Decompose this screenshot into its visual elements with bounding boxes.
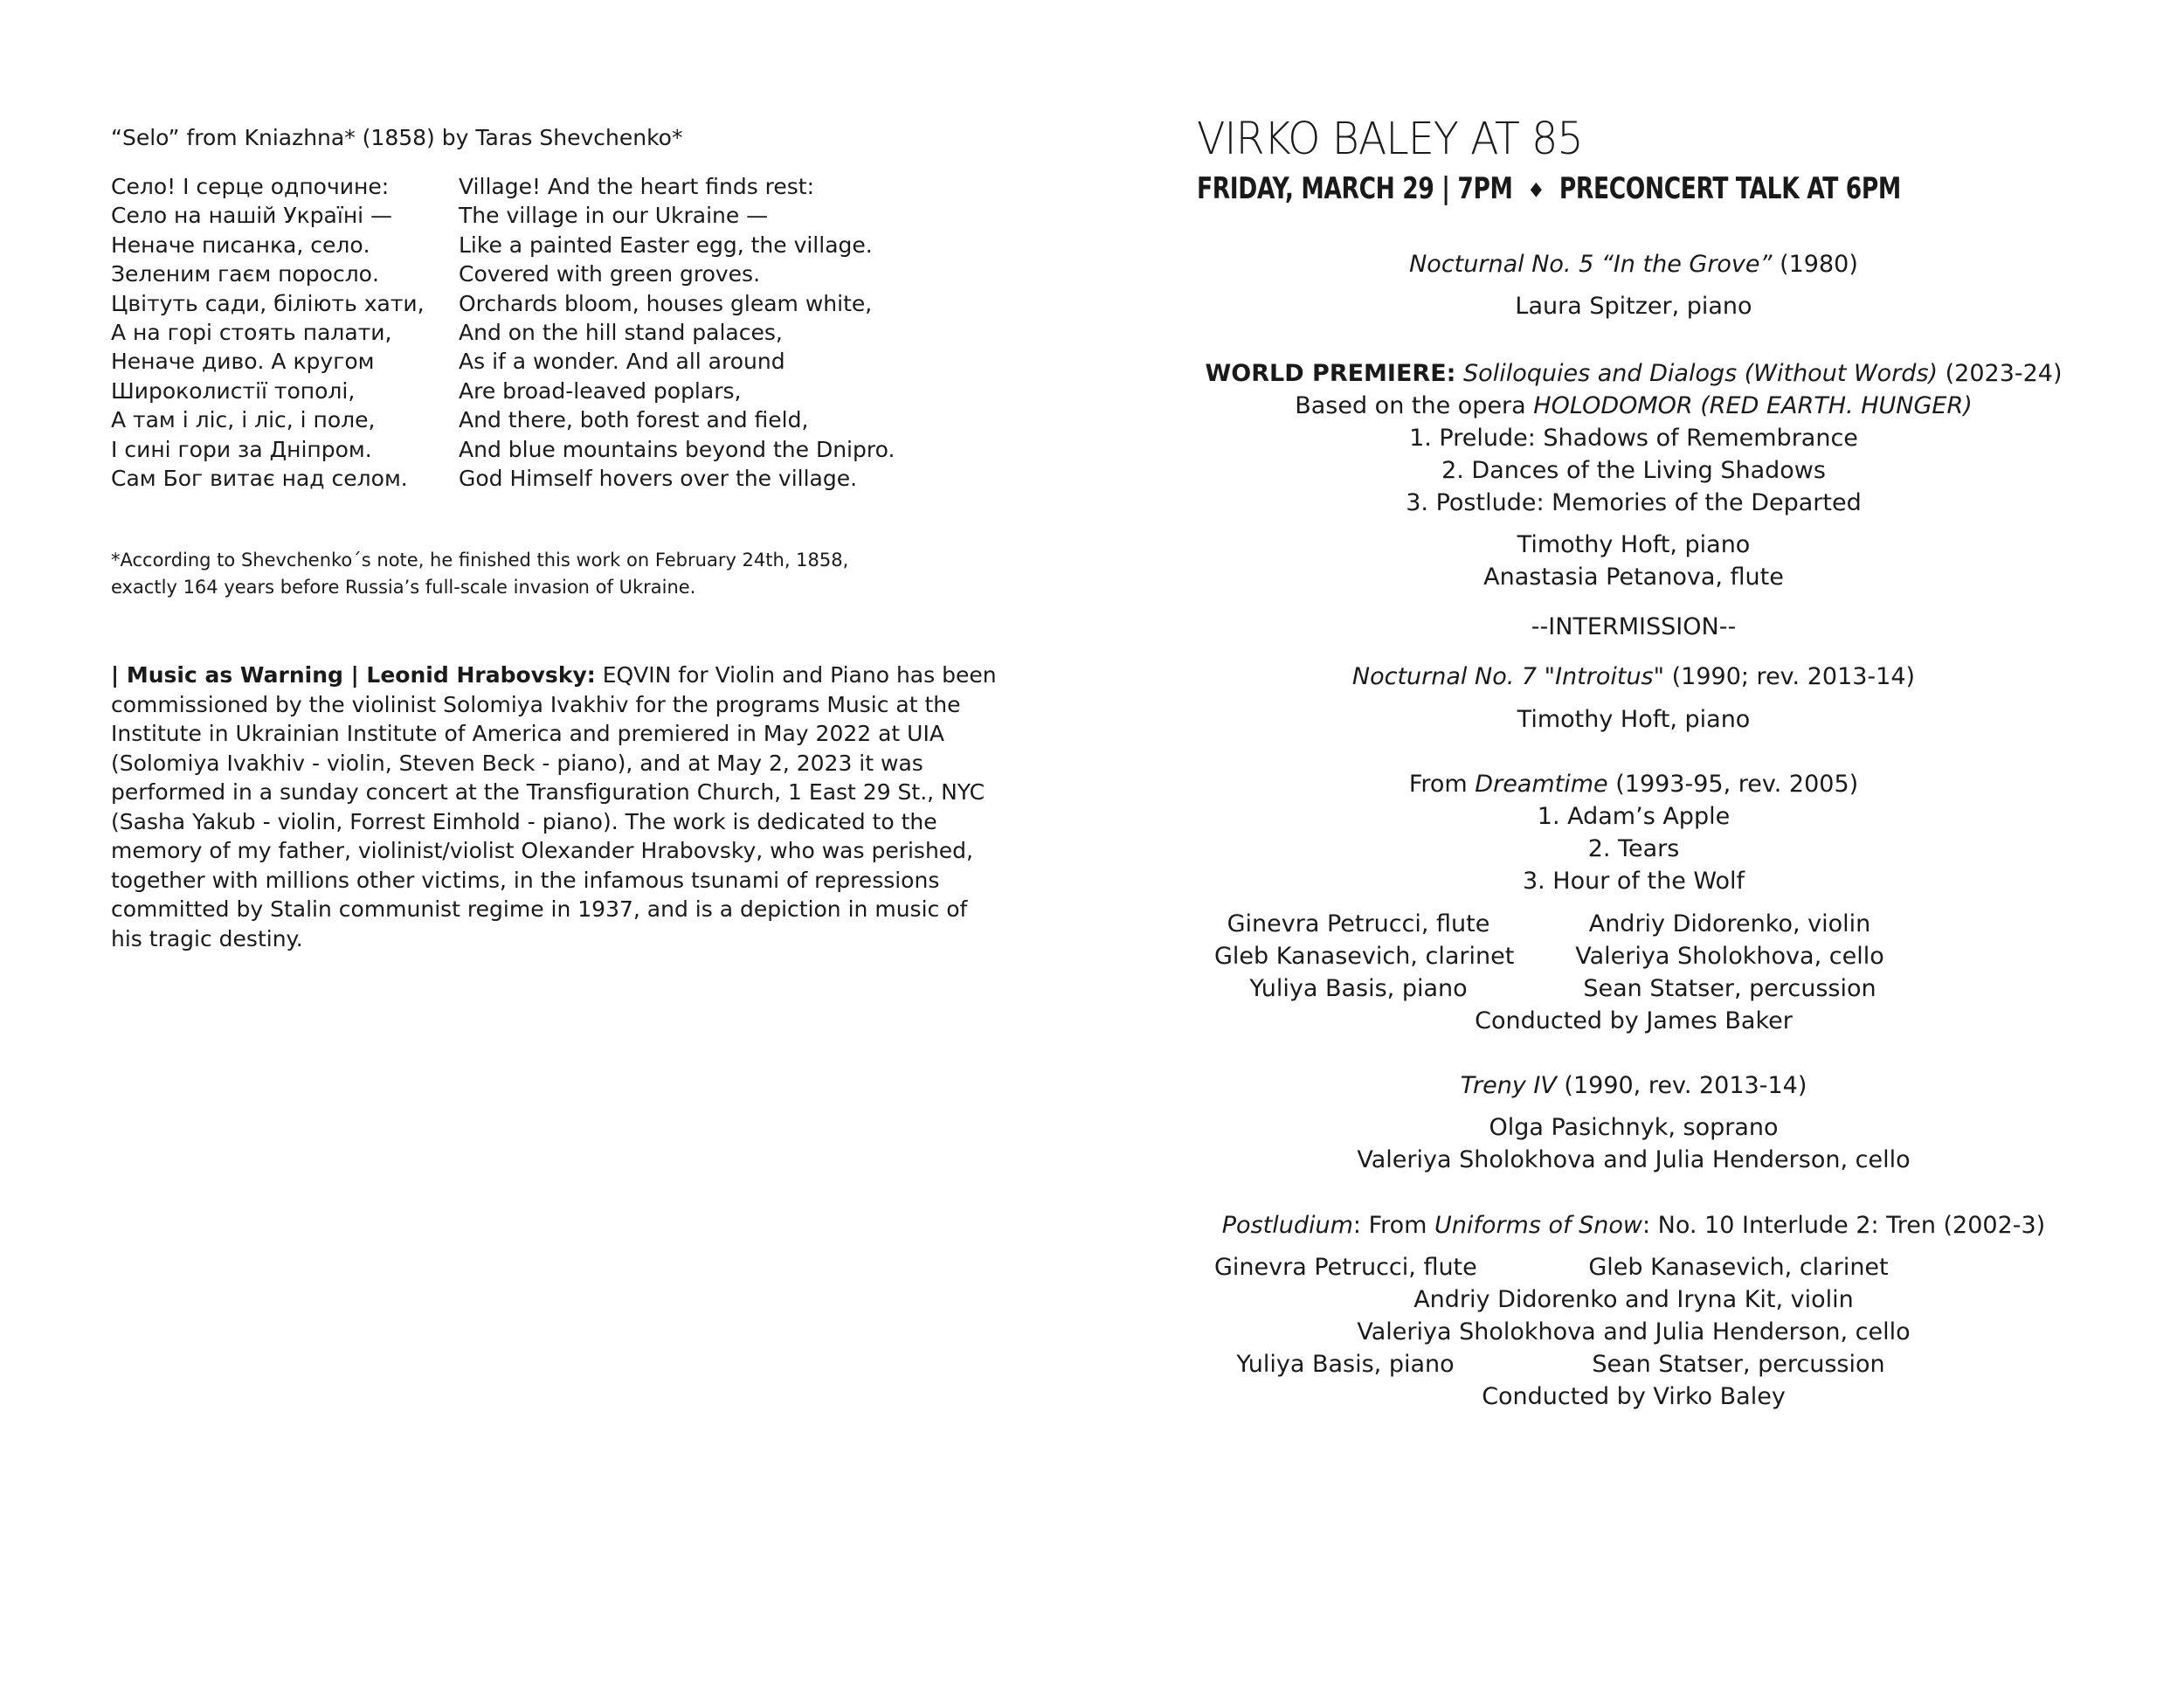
work-title bbox=[1197, 661, 2070, 693]
poem-line-english: God Himself hovers over the village. bbox=[459, 465, 858, 491]
poem-line-english: Are broad-leaved poplars, bbox=[459, 377, 742, 404]
poem-line-ukrainian: А там і ліс, і ліс, і поле, bbox=[111, 407, 376, 433]
concert-title: VIRKO BALEY AT 85 bbox=[1197, 114, 1583, 165]
essay-line: together with millions other victims, in the infamous tsunami of repressions bbox=[111, 867, 940, 893]
work-year: (1980) bbox=[1772, 251, 1858, 278]
performer: Andriy Didorenko and Iryna Kit, violin bbox=[1413, 1286, 1854, 1313]
poem-line-english: Covered with green groves. bbox=[459, 261, 761, 287]
performer: Sean Statser, percussion bbox=[1592, 1351, 1885, 1378]
poem-line bbox=[111, 201, 1019, 230]
essay-line: commissioned by the violinist Solomiya Ivakhiv for the programs Music at the bbox=[111, 691, 961, 717]
work-title bbox=[1197, 358, 2070, 390]
work-title bbox=[1197, 1070, 2070, 1102]
based-on bbox=[1197, 391, 2070, 422]
poem-line bbox=[111, 318, 1019, 347]
work-year: (1990; rev. 2013-14) bbox=[1664, 663, 1916, 690]
poem-line bbox=[111, 435, 1019, 464]
essay-line: (Sasha Yakub - violin, Forrest Eimhold - piano). The work is dedicated to the bbox=[111, 808, 937, 834]
poem-line-ukrainian: І сині гори за Дніпром. bbox=[111, 436, 372, 462]
poem-line-english: And there, both forest and field, bbox=[459, 407, 809, 433]
poem-line-ukrainian: Цвітуть сади, біліють хати, bbox=[111, 290, 425, 316]
poem-line bbox=[111, 347, 1019, 376]
preconcert-talk: PRECONCERT TALK AT 6PM bbox=[1559, 171, 1901, 206]
poem-line-english: Village! And the heart finds rest: bbox=[459, 174, 815, 199]
performer: Yuliya Basis, piano bbox=[1236, 1351, 1455, 1378]
diamond-icon: ◆ bbox=[1530, 178, 1542, 200]
poem-line-ukrainian: Село! І серце одпочине: bbox=[111, 174, 390, 199]
poem-line-english: The village in our Ukraine — bbox=[459, 203, 769, 229]
work-name: Nocturnal No. 5 “In the Grove” bbox=[1409, 251, 1773, 278]
performer: Olga Pasichnyk, soprano bbox=[1489, 1114, 1779, 1141]
work-year: (1993-95, rev. 2005) bbox=[1607, 771, 1859, 798]
concert-subtitle bbox=[1197, 171, 1901, 206]
intermission: --INTERMISSION-- bbox=[1531, 613, 1737, 640]
poem-line-english: Like a painted Easter egg, the village. bbox=[459, 232, 873, 258]
poem-title: “Selo” from Kniazhna* (1858) by Taras Shevchenko* bbox=[111, 125, 683, 150]
work-source: Uniforms of Snow bbox=[1434, 1212, 1642, 1239]
essay-line: (Solomiya Ivakhiv - violin, Steven Beck - piano), and at May 2, 2023 it was bbox=[111, 750, 923, 776]
work-name: Nocturnal No. 7 "Introitus" bbox=[1351, 663, 1665, 690]
performer: Laura Spitzer, piano bbox=[1515, 293, 1752, 320]
essay bbox=[111, 661, 1019, 953]
performer: Andriy Didorenko, violin bbox=[1588, 910, 1871, 937]
essay-line: Institute in Ukrainian Institute of America and premiered in May 2022 at UIA bbox=[111, 721, 944, 746]
poem-line-ukrainian: Неначе писанка, село. bbox=[111, 232, 370, 258]
work-name: Soliloquies and Dialogs (Without Words) bbox=[1455, 360, 1939, 387]
work-title bbox=[1197, 249, 2070, 280]
essay-line bbox=[111, 661, 1019, 690]
work-year: (2023-24) bbox=[1938, 360, 2063, 387]
movement: 2. Dances of the Living Shadows bbox=[1441, 457, 1826, 484]
work-name: Treny IV bbox=[1460, 1072, 1557, 1099]
poem-line-ukrainian: Неначе диво. А кругом bbox=[111, 349, 375, 375]
conductor: Conducted by Virko Baley bbox=[1482, 1383, 1786, 1410]
performer: Valeriya Sholokhova and Julia Henderson, cello bbox=[1357, 1146, 1911, 1173]
concert-date: FRIDAY, MARCH 29 | 7PM bbox=[1197, 171, 1513, 206]
poem-line bbox=[111, 289, 1019, 318]
poem-line bbox=[111, 464, 1019, 493]
essay-line: memory of my father, violinist/violist Olexander Hrabovsky, who was perished, bbox=[111, 838, 973, 863]
work-title bbox=[1197, 1210, 2070, 1242]
poem-line bbox=[111, 405, 1019, 434]
poem-line-ukrainian: Сам Бог витає над селом. bbox=[111, 465, 408, 491]
poem-line-english: As if a wonder. And all around bbox=[459, 349, 785, 375]
footnote-line: exactly 164 years before Russia’s full-scale invasion of Ukraine. bbox=[111, 577, 696, 598]
essay-text: EQVIN for Violin and Piano has been bbox=[595, 662, 997, 688]
performer: Valeriya Sholokhova and Julia Henderson, cello bbox=[1357, 1318, 1911, 1346]
movement: 1. Adam’s Apple bbox=[1537, 803, 1731, 830]
premiere-label: WORLD PREMIERE: bbox=[1205, 360, 1456, 387]
movement: 2. Tears bbox=[1587, 835, 1680, 862]
poem-line-ukrainian: Село на нашій Україні — bbox=[111, 203, 393, 229]
poem-line-ukrainian: Широколистії тополі, bbox=[111, 377, 356, 404]
performer: Ginevra Petrucci, flute bbox=[1214, 1254, 1477, 1281]
poem-line-ukrainian: А на горі стоять палати, bbox=[111, 319, 392, 345]
work-name: Postludium bbox=[1221, 1212, 1353, 1239]
movement: 1. Prelude: Shadows of Remembrance bbox=[1409, 425, 1858, 452]
footnote-line: *According to Shevchenko´s note, he finished this work on February 24th, 1858, bbox=[111, 550, 849, 571]
essay-line: his tragic destiny. bbox=[111, 925, 303, 951]
poem-line bbox=[111, 259, 1019, 288]
poem-line-english: And blue mountains beyond the Dnipro. bbox=[459, 436, 895, 462]
work-rest: : No. 10 Interlude 2: Tren (2002-3) bbox=[1641, 1212, 2046, 1239]
based-prefix: Based on the opera bbox=[1295, 392, 1534, 419]
performer: Gleb Kanasevich, clarinet bbox=[1588, 1254, 1889, 1281]
essay-heading: | Music as Warning | Leonid Hrabovsky: bbox=[111, 662, 596, 688]
essay-line: performed in a sunday concert at the Transfiguration Church, 1 East 29 St., NYC bbox=[111, 779, 985, 805]
performer: Valeriya Sholokhova, cello bbox=[1575, 943, 1884, 970]
performer: Sean Statser, percussion bbox=[1583, 975, 1876, 1002]
poem-line-ukrainian: Зеленим гаєм поросло. bbox=[111, 261, 379, 287]
poem-line bbox=[111, 231, 1019, 259]
conductor: Conducted by James Baker bbox=[1475, 1007, 1793, 1034]
performer: Ginevra Petrucci, flute bbox=[1227, 910, 1490, 937]
performer: Anastasia Petanova, flute bbox=[1483, 564, 1784, 591]
movement: 3. Hour of the Wolf bbox=[1522, 868, 1745, 895]
movement: 3. Postlude: Memories of the Departed bbox=[1406, 489, 1862, 516]
poem-line bbox=[111, 377, 1019, 405]
performer: Gleb Kanasevich, clarinet bbox=[1214, 943, 1515, 970]
poem-line-english: And on the hill stand palaces, bbox=[459, 319, 783, 345]
footnote bbox=[111, 547, 848, 601]
performer: Timothy Hoft, piano bbox=[1517, 531, 1751, 558]
poem bbox=[111, 172, 1019, 493]
work-name: Dreamtime bbox=[1475, 771, 1608, 798]
work-year: (1990, rev. 2013-14) bbox=[1556, 1072, 1807, 1099]
performer: Timothy Hoft, piano bbox=[1517, 706, 1751, 733]
work-title bbox=[1197, 769, 2070, 800]
performer: Yuliya Basis, piano bbox=[1249, 975, 1468, 1002]
opera-name: HOLODOMOR (RED EARTH. HUNGER) bbox=[1533, 392, 1973, 419]
essay-line: committed by Stalin communist regime in 1937, and is a depiction in music of bbox=[111, 896, 968, 922]
work-mid: : From bbox=[1352, 1212, 1435, 1239]
work-prefix: From bbox=[1408, 771, 1476, 798]
poem-line bbox=[111, 172, 1019, 201]
poem-line-english: Orchards bloom, houses gleam white, bbox=[459, 290, 873, 316]
